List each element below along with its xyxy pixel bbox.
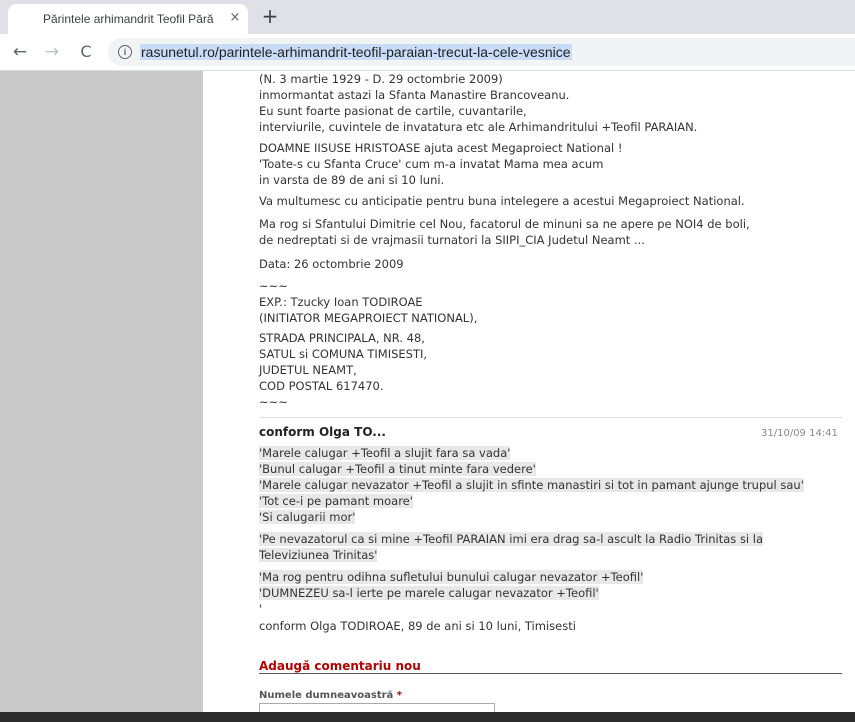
post-line: SATUL si COMUNA TIMISESTI,	[259, 347, 428, 361]
post-paragraph-4	[259, 216, 750, 248]
close-tab-icon[interactable]: ×	[229, 10, 241, 25]
comment-line: conform Olga TODIROAE, 89 de ani si 10 luni, Timisesti	[259, 619, 576, 633]
comment-line: 'Pe nevazatorul ca si mine +Teofil PARAIAN imi era drag sa-l ascult la Radio Trinitas si la	[259, 532, 764, 546]
post-line: ~~~	[259, 395, 288, 409]
comment-line: 'Bunul calugar +Teofil a tinut minte fara vedere'	[259, 462, 536, 476]
comment-line: 'Ma rog pentru odihna sufletului bunului calugar nevazator +Teofil'	[259, 570, 644, 584]
comment-author[interactable]: conform Olga TO...	[259, 425, 386, 439]
comment-line: Televiziunea Trinitas'	[259, 548, 378, 562]
tab-strip	[0, 0, 855, 34]
post-line: COD POSTAL 617470.	[259, 379, 384, 393]
url-text[interactable]: rasunetul.ro/parintele-arhimandrit-teofil-paraian-trecut-la-cele-vesnice	[141, 44, 571, 60]
os-taskbar	[0, 712, 855, 722]
post-line: Eu sunt foarte pasionat de cartile, cuvantarile,	[259, 104, 527, 118]
comment-signature	[259, 618, 576, 634]
address-bar[interactable]	[108, 38, 855, 66]
post-paragraph-3	[259, 193, 745, 209]
new-tab-button[interactable]: +	[261, 4, 279, 28]
post-paragraph-6	[259, 278, 477, 326]
comment-line: 'Tot ce-i pe pamant moare'	[259, 494, 413, 508]
comment-date: 31/10/09 14:41	[761, 428, 838, 439]
tab-title: Părintele arhimandrit Teofil Pără	[43, 12, 214, 26]
comment-block-2	[259, 531, 763, 563]
post-line: EXP.: Tzucky Ioan TODIROAE	[259, 295, 423, 309]
post-line: Ma rog si Sfantului Dimitrie cel Nou, facatorul de minuni sa ne apere pe NOI4 de boli,	[259, 217, 750, 231]
comment-line: 'Marele calugar nevazator +Teofil a slujit in sfinte manastiri si tot in pamant ajunge trupul sau'	[259, 478, 804, 492]
article-content	[203, 71, 855, 712]
browser-tab[interactable]	[8, 4, 248, 34]
post-line: DOAMNE IISUSE HRISTOASE ajuta acest Megaproiect National !	[259, 141, 623, 155]
comment-line: 'DUMNEZEU sa-l ierte pe marele calugar nevazator +Teofil'	[259, 586, 599, 600]
comment-block-1	[259, 445, 804, 525]
comment-line: 'Si calugarii mor'	[259, 510, 356, 524]
reload-icon[interactable]: C	[80, 42, 92, 61]
post-address	[259, 330, 427, 410]
post-line: (N. 3 martie 1929 - D. 29 octombrie 2009)	[259, 72, 503, 86]
post-line: interviurile, cuvintele de invatatura etc ale Arhimandritului +Teofil PARAIAN.	[259, 120, 698, 134]
post-date	[259, 256, 404, 272]
site-info-icon[interactable]: i	[118, 45, 132, 59]
post-line: in varsta de 89 de ani si 10 luni.	[259, 173, 445, 187]
heading-underline	[259, 673, 842, 674]
comment-line: '	[259, 602, 263, 616]
browser-toolbar	[0, 34, 855, 71]
post-paragraph-1	[259, 71, 697, 135]
name-input[interactable]	[259, 703, 495, 712]
post-line: 'Toate-s cu Sfanta Cruce' cum m-a invatat Mama mea acum	[259, 157, 604, 171]
post-line: de nedreptati si de vrajmasii turnatori la SIIPI_CIA Judetul Neamt ...	[259, 233, 645, 247]
post-line: (INITIATOR MEGAPROIECT NATIONAL),	[259, 311, 478, 325]
forward-arrow-icon[interactable]: →	[44, 42, 60, 62]
back-arrow-icon[interactable]: ←	[12, 42, 28, 62]
comment-divider	[259, 417, 842, 418]
comment-line: 'Marele calugar +Teofil a slujit fara sa vada'	[259, 446, 511, 460]
post-line: JUDETUL NEAMT,	[259, 363, 357, 377]
comment-block-3	[259, 569, 643, 617]
add-comment-heading: Adaugă comentariu nou	[259, 659, 421, 673]
post-paragraph-2	[259, 140, 622, 188]
post-line: Data: 26 octombrie 2009	[259, 257, 404, 271]
post-line: inmormantat astazi la Sfanta Manastire Brancoveanu.	[259, 88, 570, 102]
name-field-label	[259, 688, 402, 704]
post-line: Va multumesc cu anticipatie pentru buna intelegere a acestui Megaproiect National.	[259, 194, 745, 208]
post-line: STRADA PRINCIPALA, NR. 48,	[259, 331, 425, 345]
page-left-margin	[0, 71, 203, 712]
post-line: ~~~	[259, 279, 288, 293]
required-mark: *	[396, 690, 402, 701]
name-label-text: Numele dumneavoastră	[259, 690, 394, 701]
